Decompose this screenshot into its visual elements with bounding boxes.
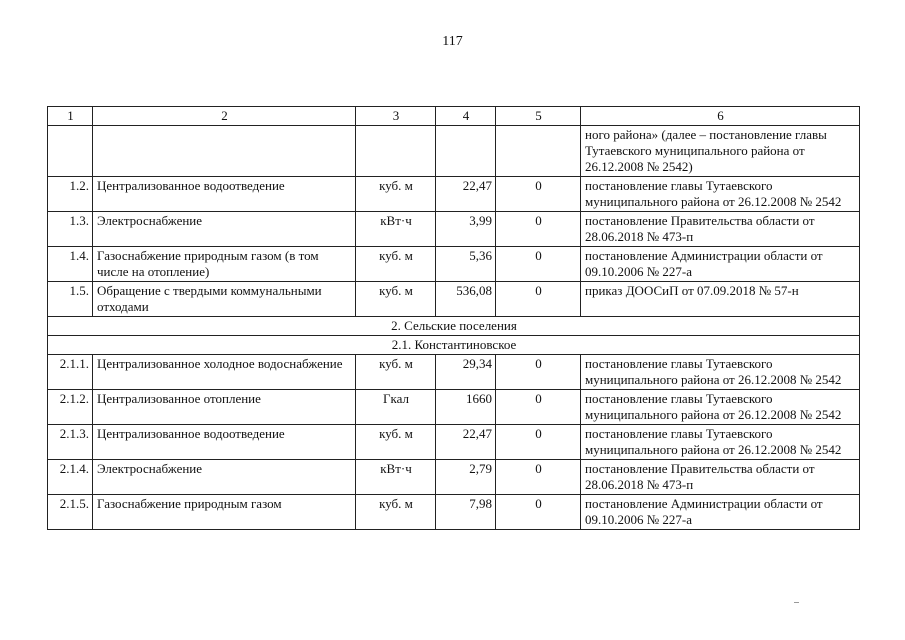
header-row	[48, 107, 860, 126]
unit: куб. м	[356, 495, 436, 530]
column-5-value: 0	[496, 390, 581, 425]
value: 22,47	[436, 425, 496, 460]
row-number: 1.2.	[48, 177, 93, 212]
column-5-value: 0	[496, 247, 581, 282]
unit: куб. м	[356, 425, 436, 460]
unit: куб. м	[356, 282, 436, 317]
row-number: 2.1.3.	[48, 425, 93, 460]
value	[436, 126, 496, 177]
unit: куб. м	[356, 177, 436, 212]
value: 1660	[436, 390, 496, 425]
service-name: Централизованное холодное водоснабжение	[93, 355, 356, 390]
legal-document: ного района» (далее – постановление главы Тутаевского муниципального района от 26.12.2008 № 2542)	[581, 126, 860, 177]
table-row	[48, 282, 860, 317]
column-5-value	[496, 126, 581, 177]
legal-document: постановление главы Тутаевского муниципального района от 26.12.2008 № 2542	[581, 177, 860, 212]
section-heading-row	[48, 317, 860, 336]
service-name: Обращение с твердыми коммунальными отходами	[93, 282, 356, 317]
value: 7,98	[436, 495, 496, 530]
column-5-value: 0	[496, 355, 581, 390]
scan-mark	[794, 602, 799, 603]
table-row	[48, 177, 860, 212]
tariff-table	[47, 106, 860, 530]
value: 536,08	[436, 282, 496, 317]
row-number: 2.1.5.	[48, 495, 93, 530]
table-row	[48, 355, 860, 390]
unit: Гкал	[356, 390, 436, 425]
value: 5,36	[436, 247, 496, 282]
row-number	[48, 126, 93, 177]
column-5-value: 0	[496, 212, 581, 247]
table-row	[48, 460, 860, 495]
unit: куб. м	[356, 247, 436, 282]
continuation-row	[48, 126, 860, 177]
legal-document: постановление главы Тутаевского муниципального района от 26.12.2008 № 2542	[581, 425, 860, 460]
value: 22,47	[436, 177, 496, 212]
section-heading: 2. Сельские поселения	[48, 317, 860, 336]
legal-document: постановление Администрации области от 09.10.2006 № 227-а	[581, 247, 860, 282]
service-name: Электроснабжение	[93, 460, 356, 495]
service-name: Централизованное водоотведение	[93, 177, 356, 212]
row-number: 1.4.	[48, 247, 93, 282]
table-row	[48, 212, 860, 247]
legal-document: постановление Правительства области от 28.06.2018 № 473-п	[581, 212, 860, 247]
table-row	[48, 390, 860, 425]
row-number: 1.5.	[48, 282, 93, 317]
unit	[356, 126, 436, 177]
legal-document: постановление Администрации области от 09.10.2006 № 227-а	[581, 495, 860, 530]
service-name: Централизованное водоотведение	[93, 425, 356, 460]
unit: куб. м	[356, 355, 436, 390]
column-5-value: 0	[496, 460, 581, 495]
subsection-heading: 2.1. Константиновское	[48, 336, 860, 355]
service-name: Газоснабжение природным газом	[93, 495, 356, 530]
column-5-value: 0	[496, 177, 581, 212]
table-row	[48, 425, 860, 460]
header-cell: 5	[496, 107, 581, 126]
header-cell: 4	[436, 107, 496, 126]
legal-document: постановление главы Тутаевского муниципального района от 26.12.2008 № 2542	[581, 355, 860, 390]
service-name: Электроснабжение	[93, 212, 356, 247]
value: 2,79	[436, 460, 496, 495]
header-cell: 6	[581, 107, 860, 126]
header-cell: 2	[93, 107, 356, 126]
subsection-heading-row	[48, 336, 860, 355]
legal-document: приказ ДООСиП от 07.09.2018 № 57-н	[581, 282, 860, 317]
service-name: Централизованное отопление	[93, 390, 356, 425]
legal-document: постановление главы Тутаевского муниципального района от 26.12.2008 № 2542	[581, 390, 860, 425]
column-5-value: 0	[496, 495, 581, 530]
legal-document: постановление Правительства области от 28.06.2018 № 473-п	[581, 460, 860, 495]
table-row	[48, 247, 860, 282]
unit: кВт·ч	[356, 460, 436, 495]
column-5-value: 0	[496, 425, 581, 460]
row-number: 1.3.	[48, 212, 93, 247]
column-5-value: 0	[496, 282, 581, 317]
row-number: 2.1.4.	[48, 460, 93, 495]
row-number: 2.1.1.	[48, 355, 93, 390]
page-number: 117	[442, 34, 463, 49]
row-number: 2.1.2.	[48, 390, 93, 425]
unit: кВт·ч	[356, 212, 436, 247]
table-row	[48, 495, 860, 530]
value: 29,34	[436, 355, 496, 390]
header-cell: 3	[356, 107, 436, 126]
service-name: Газоснабжение природным газом (в том числе на отопление)	[93, 247, 356, 282]
value: 3,99	[436, 212, 496, 247]
header-cell: 1	[48, 107, 93, 126]
service-name	[93, 126, 356, 177]
